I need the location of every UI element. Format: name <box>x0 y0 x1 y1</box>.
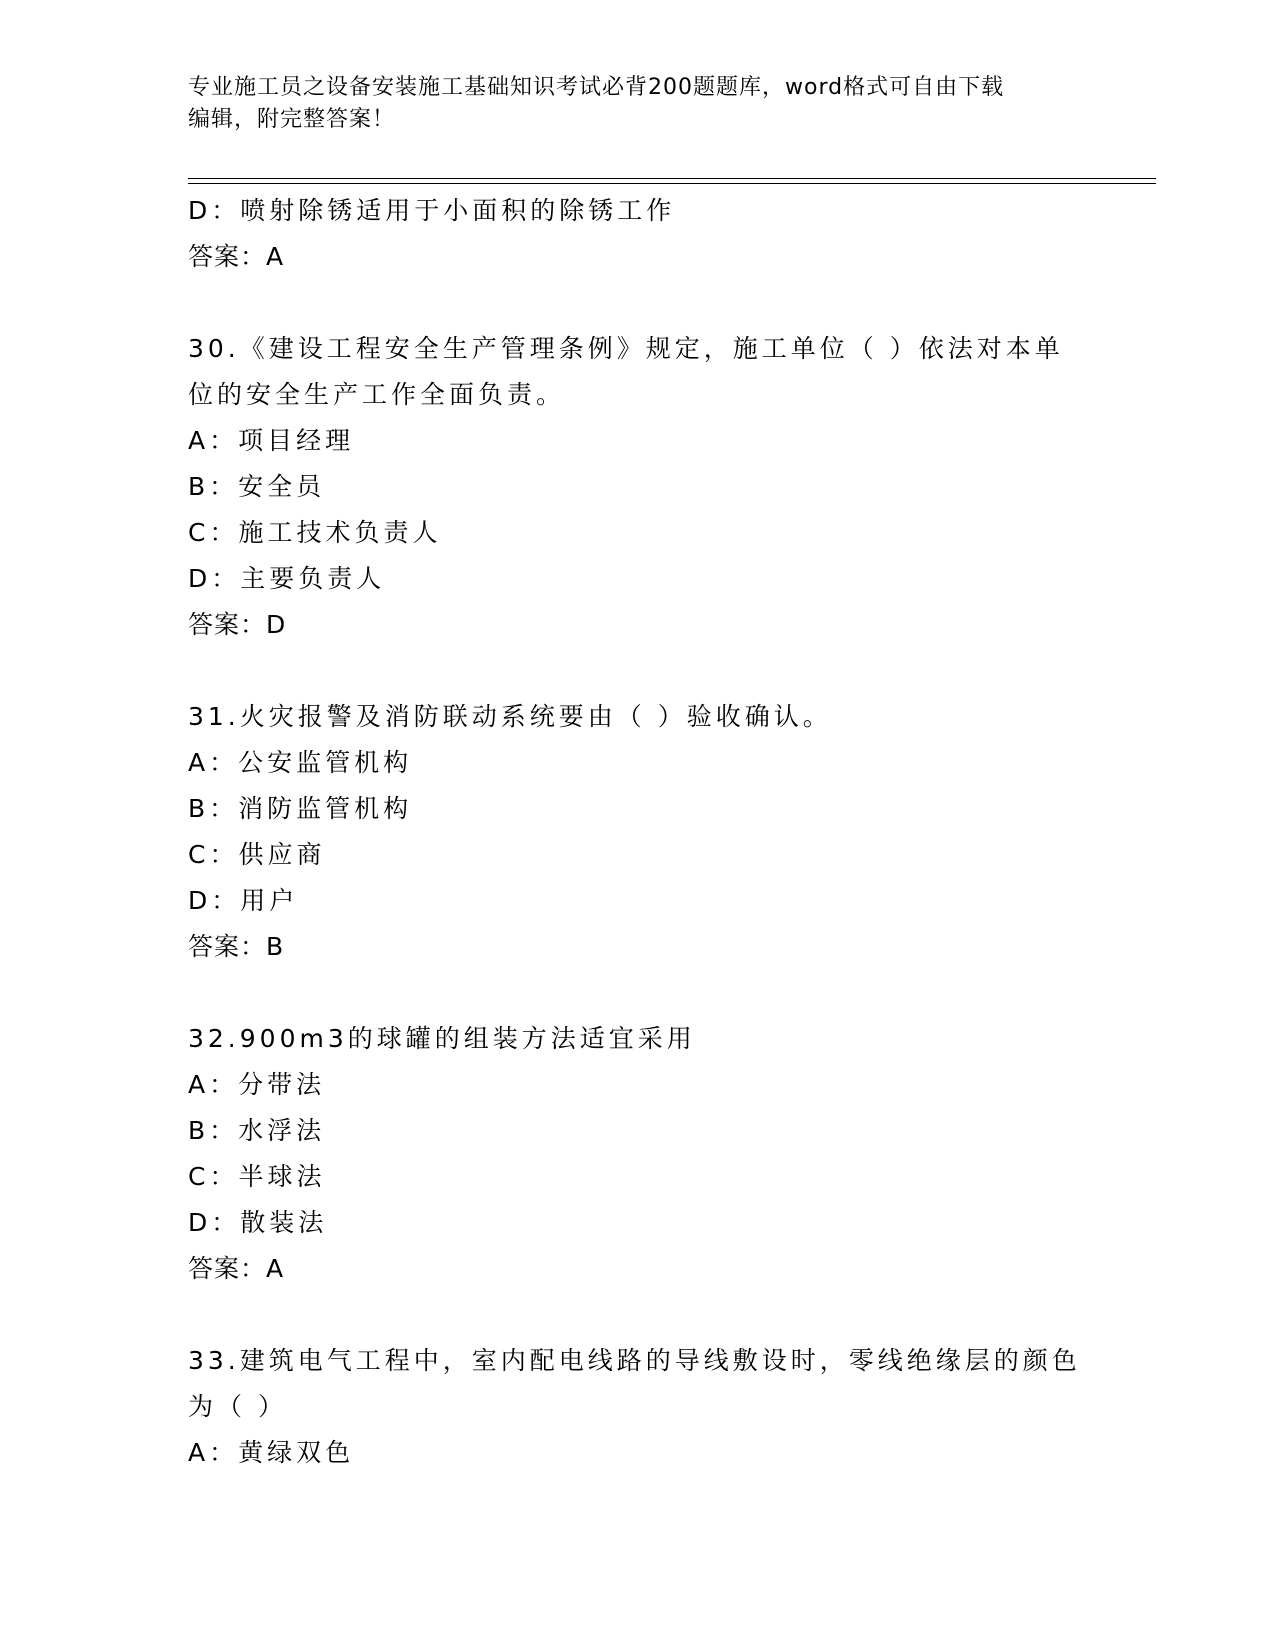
option-d: D：散装法 <box>188 1208 328 1237</box>
option-c: C：半球法 <box>188 1162 326 1191</box>
option-b: B：安全员 <box>188 472 326 501</box>
answer: 答案：B <box>188 932 285 961</box>
question-stem: 31.火灾报警及消防联动系统要由（ ）验收确认。 <box>188 702 832 731</box>
question-32 <box>188 1016 1088 1292</box>
option-d: D：喷射除锈适用于小面积的除锈工作 <box>188 196 676 225</box>
option-a: A：项目经理 <box>188 426 355 455</box>
answer: 答案：D <box>188 610 287 639</box>
question-31 <box>188 694 1088 970</box>
question-list <box>188 188 1088 1476</box>
header-line-1: 专业施工员之设备安装施工基础知识考试必背200题题库，word格式可自由下载 <box>188 75 1005 100</box>
option-d: D：用户 <box>188 886 299 915</box>
header-line-2: 编辑，附完整答案！ <box>188 107 396 132</box>
option-a: A：公安监管机构 <box>188 748 413 777</box>
answer: 答案：A <box>188 242 285 271</box>
question-29-tail <box>188 188 1088 280</box>
option-c: C：施工技术负责人 <box>188 518 442 547</box>
header-rule-bottom <box>188 183 1156 184</box>
option-d: D：主要负责人 <box>188 564 386 593</box>
answer: 答案：A <box>188 1254 285 1283</box>
option-c: C：供应商 <box>188 840 326 869</box>
question-stem: 33.建筑电气工程中，室内配电线路的导线敷设时，零线绝缘层的颜色 <box>188 1346 1081 1375</box>
question-stem: 30.《建设工程安全生产管理条例》规定，施工单位（ ）依法对本单 <box>188 334 1064 363</box>
question-stem-continued: 为（ ） <box>188 1392 287 1421</box>
document-header <box>188 72 1088 136</box>
option-a: A：分带法 <box>188 1070 326 1099</box>
option-a: A：黄绿双色 <box>188 1438 355 1467</box>
option-b: B：消防监管机构 <box>188 794 413 823</box>
question-33 <box>188 1338 1088 1476</box>
question-stem: 32.900m3的球罐的组装方法适宜采用 <box>188 1024 696 1053</box>
question-stem-continued: 位的安全生产工作全面负责。 <box>188 380 566 409</box>
header-rule-top <box>188 178 1156 179</box>
question-30 <box>188 326 1088 648</box>
option-b: B：水浮法 <box>188 1116 326 1145</box>
